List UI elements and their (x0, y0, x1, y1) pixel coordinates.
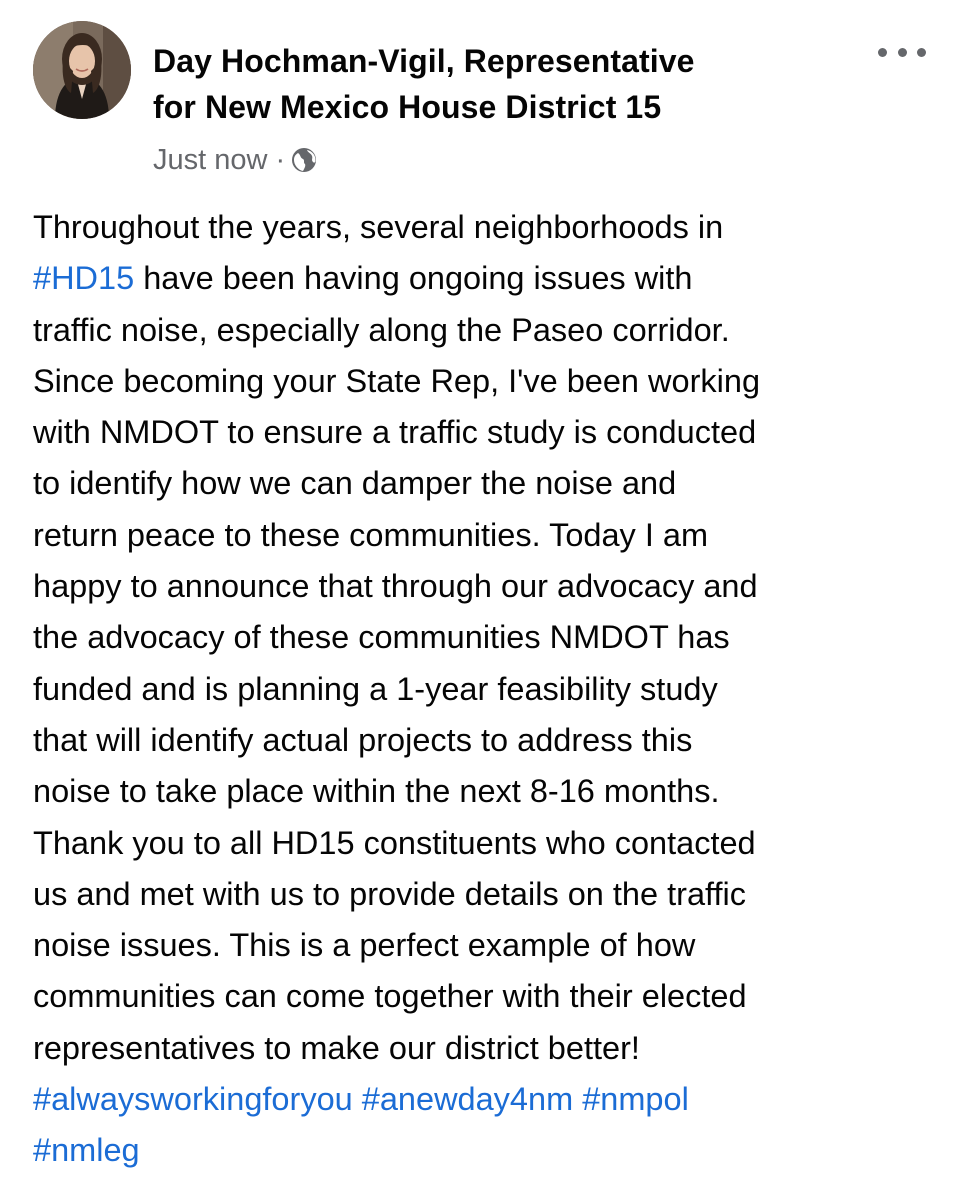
post-text-line: with NMDOT to ensure a traffic study is conducted (33, 414, 757, 451)
meta-separator: · (275, 143, 286, 176)
more-options-icon[interactable] (878, 38, 926, 66)
more-dot (898, 48, 907, 57)
post-text-line: funded and is planning a 1-year feasibility study (33, 670, 718, 707)
post-body (33, 202, 938, 1177)
post-meta (153, 138, 317, 182)
post-text-line: traffic noise, especially along the Paseo corridor. (33, 311, 730, 348)
hashtag-nmpol[interactable]: #nmpol (582, 1081, 689, 1118)
post-text-line: us and met with us to provide details on the traffic (33, 875, 746, 912)
more-dot (917, 48, 926, 57)
post-text-line: the advocacy of these communities NMDOT has (33, 619, 730, 656)
post-text-line: Thank you to all HD15 constituents who contacted (33, 824, 756, 861)
more-dot (878, 48, 887, 57)
hashtag-hd15[interactable]: #HD15 (33, 260, 135, 297)
author-avatar[interactable] (33, 21, 131, 119)
author-name[interactable] (153, 38, 853, 130)
post-text-line: representatives to make our district better! (33, 1029, 640, 1066)
hashtag-anewday4nm[interactable]: #anewday4nm (361, 1081, 574, 1118)
post-text-line: Since becoming your State Rep, I've been working (33, 362, 761, 399)
hashtag-nmleg[interactable]: #nmleg (33, 1132, 140, 1169)
post-text-line: Throughout the years, several neighborhoods in (33, 209, 724, 245)
post-text-line: communities can come together with their elected (33, 978, 747, 1015)
post-text-line: noise to take place within the next 8-16 months. (33, 773, 720, 810)
hashtag-line (33, 1074, 938, 1125)
author-name-line-1: Day Hochman-Vigil, Representative (153, 43, 695, 79)
post-text-line (33, 253, 938, 304)
post-text-line: return peace to these communities. Today I am (33, 516, 709, 553)
hashtag-alwaysworkingforyou[interactable]: #alwaysworkingforyou (33, 1081, 353, 1118)
post-text-line: noise issues. This is a perfect example of how (33, 927, 696, 964)
avatar-photo (33, 21, 131, 119)
post-text-line: that will identify actual projects to address this (33, 721, 693, 758)
post-timestamp[interactable]: Just now (153, 143, 268, 176)
hashtag-line (33, 1125, 938, 1176)
author-name-line-2: for New Mexico House District 15 (153, 89, 662, 125)
post-text-fragment: have been having ongoing issues with (134, 260, 693, 297)
post-text-line: happy to announce that through our advocacy and (33, 568, 758, 605)
post-text-line: to identify how we can damper the noise and (33, 465, 677, 502)
globe-icon[interactable] (291, 147, 317, 173)
